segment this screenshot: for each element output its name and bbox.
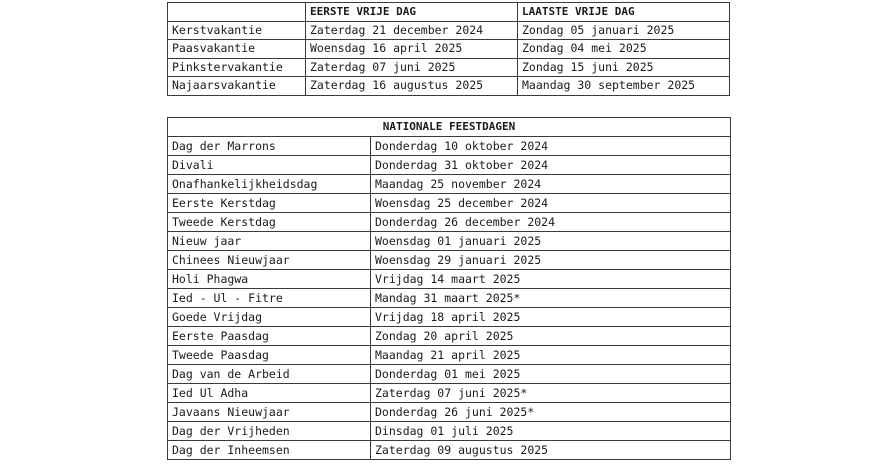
table-row bbox=[168, 77, 730, 96]
table-row bbox=[168, 403, 731, 422]
table-row bbox=[168, 308, 731, 327]
holiday-name-cell: Holi Phagwa bbox=[168, 270, 371, 289]
table-row bbox=[168, 327, 731, 346]
holiday-date-cell: Zaterdag 07 juni 2025* bbox=[371, 384, 731, 403]
holidays-table-body bbox=[168, 137, 731, 460]
holiday-name-cell: Goede Vrijdag bbox=[168, 308, 371, 327]
vacation-first-day-cell: Zaterdag 21 december 2024 bbox=[306, 21, 518, 40]
holiday-date-cell: Maandag 25 november 2024 bbox=[371, 175, 731, 194]
vacation-last-day-cell: Zondag 04 mei 2025 bbox=[518, 40, 730, 59]
vacation-header-first-day: EERSTE VRIJE DAG bbox=[306, 3, 518, 22]
holiday-date-cell: Vrijdag 18 april 2025 bbox=[371, 308, 731, 327]
table-row bbox=[168, 422, 731, 441]
table-row bbox=[168, 156, 731, 175]
vacation-last-day-cell: Zondag 15 juni 2025 bbox=[518, 58, 730, 77]
vacation-header-last-day: LAATSTE VRIJE DAG bbox=[518, 3, 730, 22]
table-row bbox=[168, 251, 731, 270]
holiday-date-cell: Zondag 20 april 2025 bbox=[371, 327, 731, 346]
holiday-name-cell: Ied Ul Adha bbox=[168, 384, 371, 403]
holiday-name-cell: Dag van de Arbeid bbox=[168, 365, 371, 384]
holidays-title-row bbox=[168, 118, 731, 137]
table-row bbox=[168, 289, 731, 308]
holiday-name-cell: Chinees Nieuwjaar bbox=[168, 251, 371, 270]
holiday-date-cell: Zaterdag 09 augustus 2025 bbox=[371, 441, 731, 460]
vacation-first-day-cell: Zaterdag 07 juni 2025 bbox=[306, 58, 518, 77]
holiday-date-cell: Dinsdag 01 juli 2025 bbox=[371, 422, 731, 441]
vacation-last-day-cell: Maandag 30 september 2025 bbox=[518, 77, 730, 96]
holiday-name-cell: Dag der Vrijheden bbox=[168, 422, 371, 441]
table-row bbox=[168, 175, 731, 194]
vacation-header-empty bbox=[168, 3, 306, 22]
holiday-name-cell: Tweede Kerstdag bbox=[168, 213, 371, 232]
holiday-name-cell: Nieuw jaar bbox=[168, 232, 371, 251]
holiday-date-cell: Donderdag 31 oktober 2024 bbox=[371, 156, 731, 175]
vacation-header-row bbox=[168, 3, 730, 22]
holiday-name-cell: Tweede Paasdag bbox=[168, 346, 371, 365]
table-row bbox=[168, 346, 731, 365]
holiday-date-cell: Donderdag 10 oktober 2024 bbox=[371, 137, 731, 156]
table-row bbox=[168, 232, 731, 251]
vacation-first-day-cell: Woensdag 16 april 2025 bbox=[306, 40, 518, 59]
holiday-date-cell: Woensdag 01 januari 2025 bbox=[371, 232, 731, 251]
table-row bbox=[168, 40, 730, 59]
vacation-table bbox=[167, 2, 730, 96]
holidays-title: NATIONALE FEESTDAGEN bbox=[168, 118, 731, 137]
holiday-name-cell: Javaans Nieuwjaar bbox=[168, 403, 371, 422]
holiday-date-cell: Donderdag 01 mei 2025 bbox=[371, 365, 731, 384]
holiday-date-cell: Vrijdag 14 maart 2025 bbox=[371, 270, 731, 289]
vacation-first-day-cell: Zaterdag 16 augustus 2025 bbox=[306, 77, 518, 96]
table-row bbox=[168, 365, 731, 384]
national-holidays-table bbox=[167, 117, 731, 460]
table-row bbox=[168, 384, 731, 403]
table-row bbox=[168, 137, 731, 156]
holiday-name-cell: Ied - Ul - Fitre bbox=[168, 289, 371, 308]
holiday-date-cell: Woensdag 29 januari 2025 bbox=[371, 251, 731, 270]
holiday-name-cell: Eerste Paasdag bbox=[168, 327, 371, 346]
holiday-date-cell: Mandag 31 maart 2025* bbox=[371, 289, 731, 308]
table-row bbox=[168, 270, 731, 289]
holiday-name-cell: Eerste Kerstdag bbox=[168, 194, 371, 213]
vacation-table-body bbox=[168, 21, 730, 95]
holiday-date-cell: Donderdag 26 juni 2025* bbox=[371, 403, 731, 422]
table-row bbox=[168, 21, 730, 40]
holiday-name-cell: Onafhankelijkheidsdag bbox=[168, 175, 371, 194]
vacation-last-day-cell: Zondag 05 januari 2025 bbox=[518, 21, 730, 40]
table-row bbox=[168, 213, 731, 232]
holiday-date-cell: Donderdag 26 december 2024 bbox=[371, 213, 731, 232]
holiday-date-cell: Maandag 21 april 2025 bbox=[371, 346, 731, 365]
table-row bbox=[168, 441, 731, 460]
vacation-name-cell: Kerstvakantie bbox=[168, 21, 306, 40]
table-row bbox=[168, 194, 731, 213]
table-row bbox=[168, 58, 730, 77]
holiday-name-cell: Dag der Inheemsen bbox=[168, 441, 371, 460]
holiday-name-cell: Divali bbox=[168, 156, 371, 175]
vacation-name-cell: Pinkstervakantie bbox=[168, 58, 306, 77]
vacation-name-cell: Paasvakantie bbox=[168, 40, 306, 59]
holiday-date-cell: Woensdag 25 december 2024 bbox=[371, 194, 731, 213]
holiday-name-cell: Dag der Marrons bbox=[168, 137, 371, 156]
vacation-name-cell: Najaarsvakantie bbox=[168, 77, 306, 96]
